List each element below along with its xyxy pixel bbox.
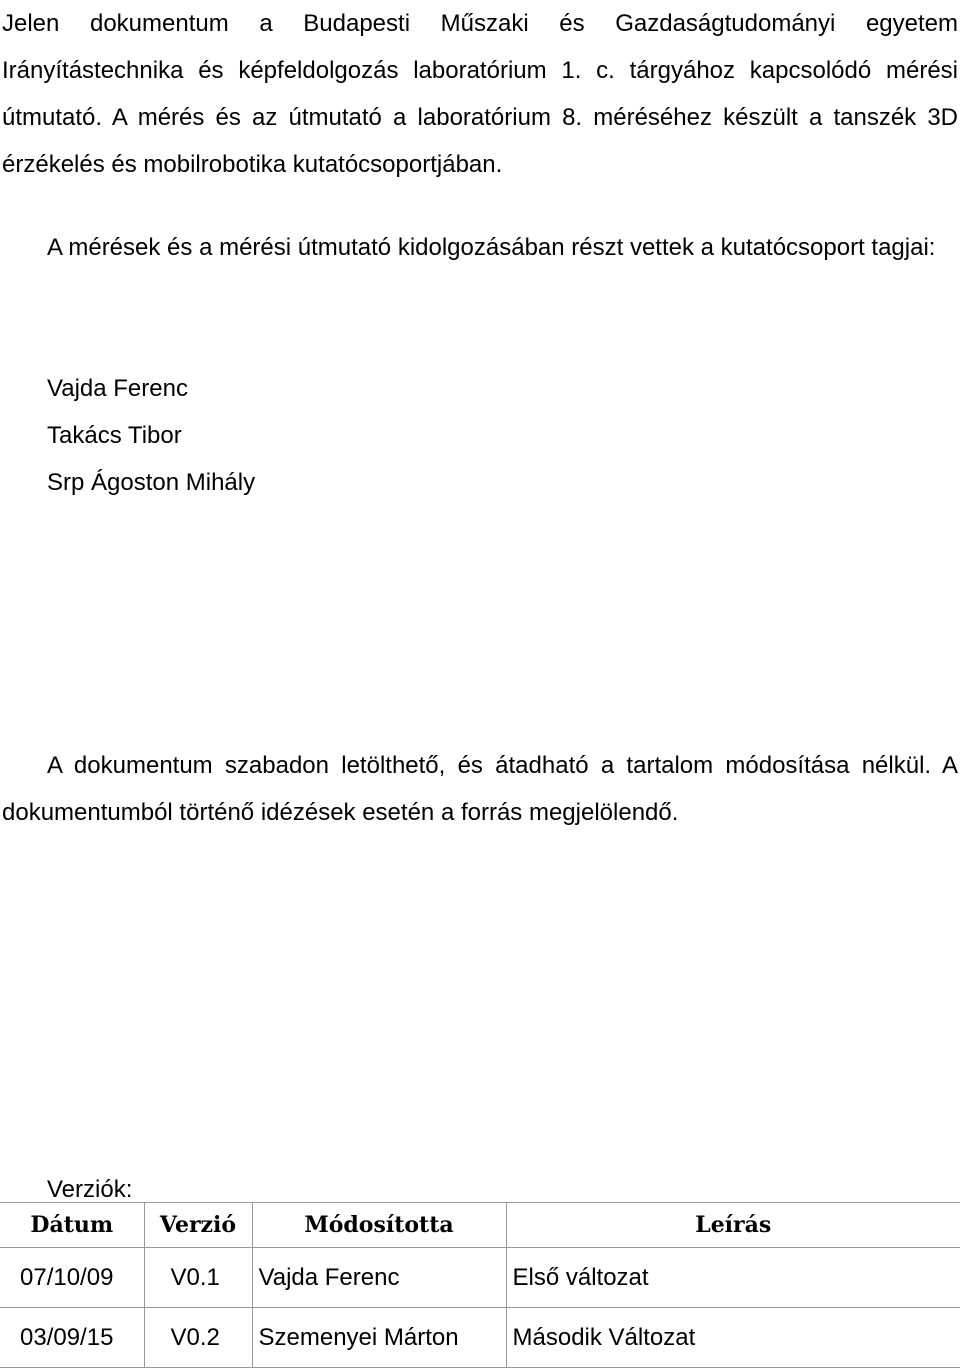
team-member-list [47,365,255,506]
versions-label: Verziók: [47,1176,133,1203]
table-row [0,1248,960,1308]
header-date: Dátum [0,1203,144,1248]
cell-description: Első változat [506,1248,960,1308]
team-member: Srp Ágoston Mihály [47,469,256,496]
cell-date: 07/10/09 [0,1248,144,1308]
cell-description: Második Változat [506,1308,960,1368]
header-modified-by: Módosította [252,1203,506,1248]
cell-version: V0.1 [144,1248,252,1308]
header-version: Verzió [144,1203,252,1248]
cell-version: V0.2 [144,1308,252,1368]
team-member: Vajda Ferenc [47,375,188,402]
team-paragraph: A mérések és a mérési útmutató kidolgozásában részt vettek a kutatócsoport tagjai: [47,234,936,261]
cell-modified-by: Szemenyei Márton [252,1308,506,1368]
versions-header-row [0,1203,960,1248]
intro-paragraph: Jelen dokumentum a Budapesti Műszaki és Gazdaságtudományi egyetem Irányítástechnika és képfeldolgozás laboratórium 1. c. tárgyához kapcsolódó mérési útmutató. A mérés és az útmutató a laboratórium 8. méréséhez készült a tanszék 3D érzékelés és mobilrobotika kutatócsoportjában. [2,10,958,178]
cell-date: 03/09/15 [0,1308,144,1368]
header-description: Leírás [506,1203,960,1248]
table-row [0,1308,960,1368]
cell-modified-by: Vajda Ferenc [252,1248,506,1308]
versions-table [0,1202,960,1368]
license-paragraph: A dokumentum szabadon letölthető, és átadható a tartalom módosítása nélkül. A dokumentumból történő idézések esetén a forrás megjelölendő. [2,752,958,826]
team-member: Takács Tibor [47,422,182,449]
